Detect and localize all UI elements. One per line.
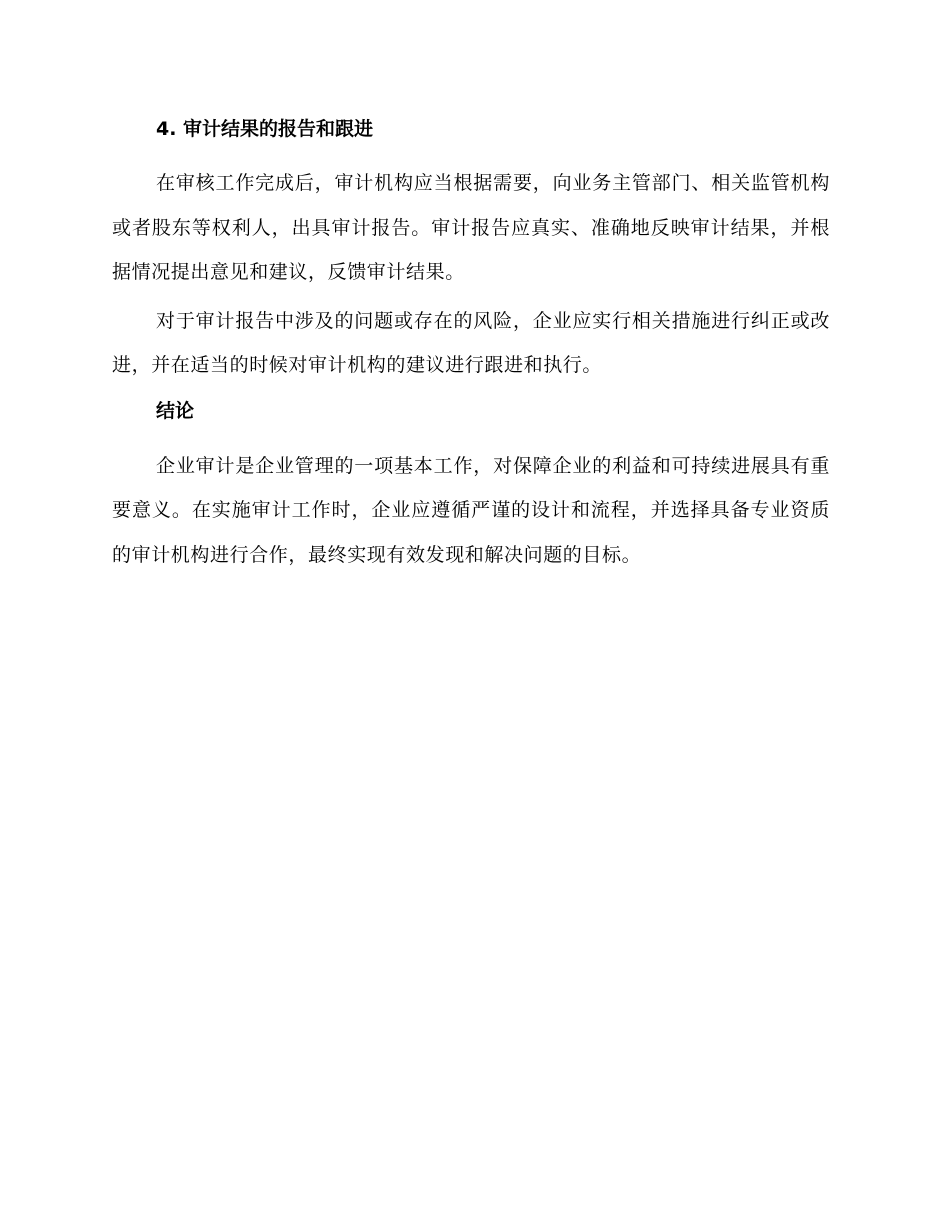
- section-4-paragraph-1: 在审核工作完成后，审计机构应当根据需要，向业务主管部门、相关监管机构或者股东等权利人，出具审计报告。审计报告应真实、准确地反映审计结果，并根据情况提出意见和建议，反馈审计结果。: [112, 172, 830, 283]
- section-4-heading: 4. 审计结果的报告和跟进: [156, 118, 374, 140]
- conclusion-heading: 结论: [156, 399, 195, 422]
- document-body: [112, 112, 830, 577]
- conclusion-paragraph-1: 企业审计是企业管理的一项基本工作，对保障企业的利益和可持续进展具有重要意义。在实施审计工作时，企业应遵循严谨的设计和流程，并选择具备专业资质的审计机构进行合作，最终实现有效发现和解决问题的目标。: [112, 454, 830, 566]
- section-4-paragraph-2: 对于审计报告中涉及的问题或存在的风险，企业应实行相关措施进行纠正或改进，并在适当的时候对审计机构的建议进行跟进和执行。: [112, 309, 830, 376]
